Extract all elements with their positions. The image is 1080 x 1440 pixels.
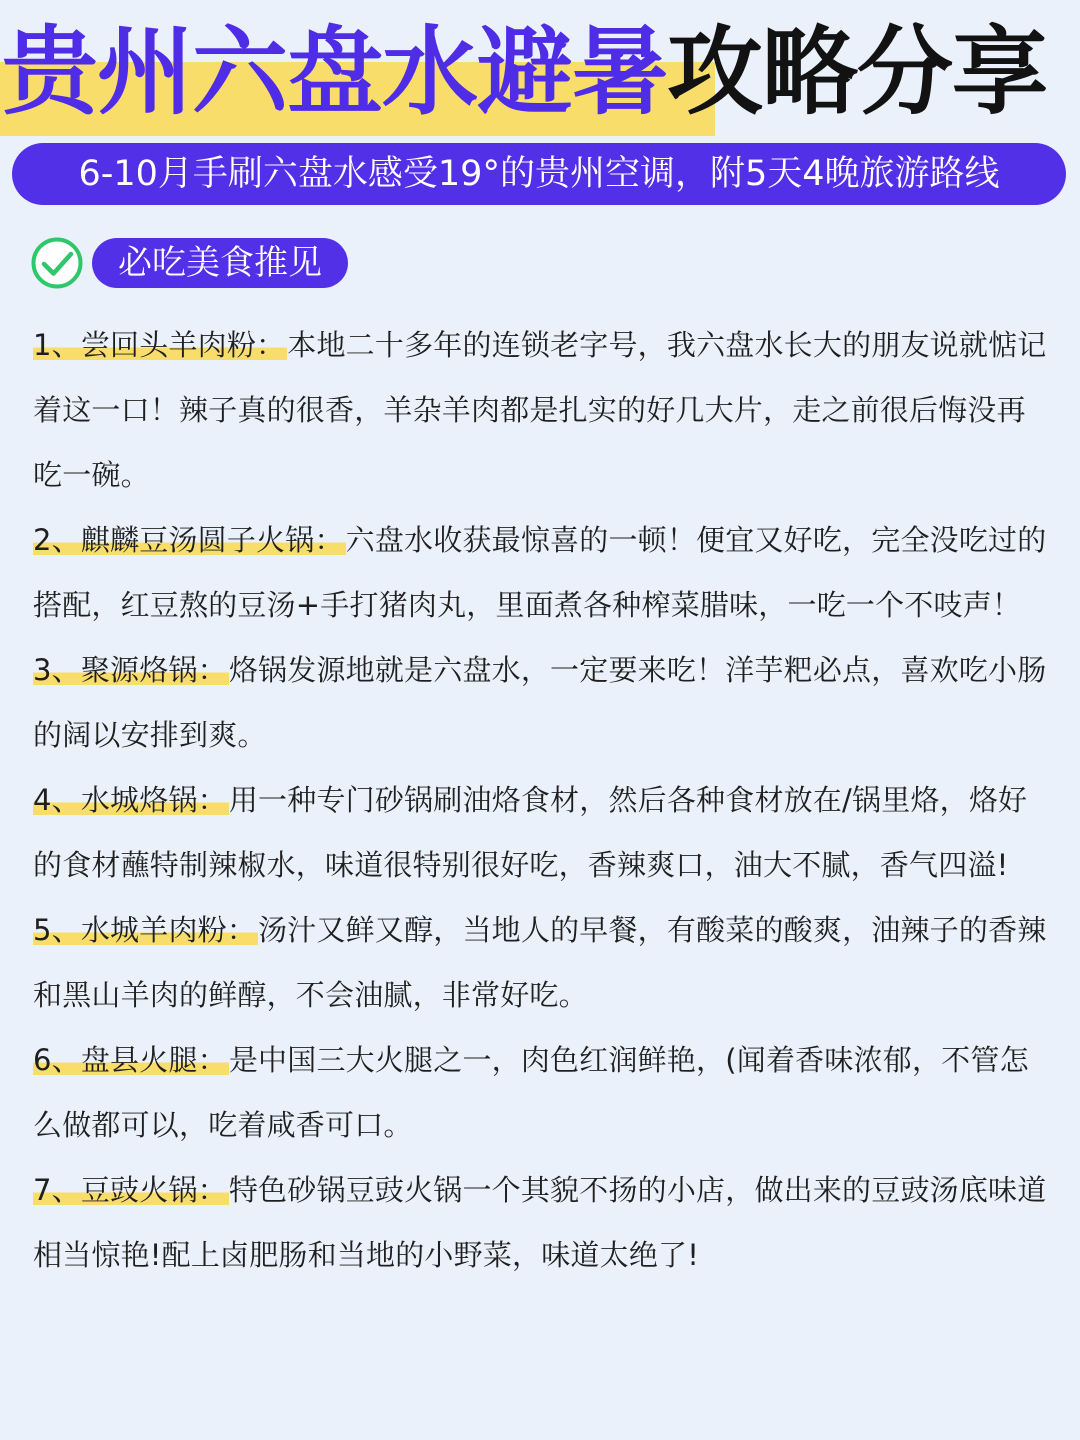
item-name: 7、豆豉火锅： [33, 1173, 227, 1207]
item-name: 1、尝回头羊肉粉： [33, 328, 286, 362]
list-item [33, 1028, 1047, 1158]
list-item [33, 313, 1047, 508]
item-text: 本地二十多年的连锁老字号，我六盘水长大的朋友说就惦记着这一口！辣子真的很香，羊杂羊肉都是扎实的好几大片，走之前很后悔没再吃一碗。 [33, 328, 1047, 492]
item-text: 汤汁又鲜又醇，当地人的早餐，有酸菜的酸爽，油辣子的香辣和黑山羊肉的鲜醇，不会油腻，非常好吃。 [33, 913, 1047, 1012]
title-block [0, 10, 1080, 135]
list-item [33, 1158, 1047, 1288]
section-header [30, 236, 348, 290]
item-name: 2、麒麟豆汤圆子火锅： [33, 523, 344, 557]
item-text: 用一种专门砂锅刷油烙食材，然后各种食材放在/锅里烙，烙好的食材蘸特制辣椒水，味道很特别很好吃，香辣爽口，油大不腻，香气四溢! [33, 783, 1028, 882]
item-text: 六盘水收获最惊喜的一顿！便宜又好吃，完全没吃过的搭配，红豆熬的豆汤+手打猪肉丸，里面煮各种榨菜腊味，一吃一个不吱声！ [33, 523, 1047, 622]
item-name: 6、盘县火腿： [33, 1043, 227, 1077]
subtitle-banner: 6-10月手刷六盘水感受19°的贵州空调，附5天4晚旅游路线 [12, 143, 1066, 205]
item-name: 4、水城烙锅： [33, 783, 227, 817]
item-text: 特色砂锅豆豉火锅一个其貌不扬的小店，做出来的豆豉汤底味道相当惊艳!配上卤肥肠和当地的小野菜，味道太绝了! [33, 1173, 1047, 1272]
list-item [33, 768, 1047, 898]
check-circle-icon [30, 236, 84, 290]
item-name: 5、水城羊肉粉： [33, 913, 257, 947]
section-label: 必吃美食推见 [92, 238, 348, 288]
list-item [33, 508, 1047, 638]
title-rest-part: 攻略分享 [667, 16, 1047, 128]
title-highlighted-part: 贵州六盘水避暑 [2, 16, 667, 128]
page-title [2, 16, 1047, 128]
item-name: 3、聚源烙锅： [33, 653, 227, 687]
item-text: 烙锅发源地就是六盘水，一定要来吃！洋芋粑必点，喜欢吃小肠的阔以安排到爽。 [33, 653, 1047, 752]
food-list [33, 313, 1047, 1288]
list-item [33, 898, 1047, 1028]
list-item [33, 638, 1047, 768]
item-text: 是中国三大火腿之一，肉色红润鲜艳，(闻着香味浓郁，不管怎么做都可以，吃着咸香可口。 [33, 1043, 1029, 1142]
